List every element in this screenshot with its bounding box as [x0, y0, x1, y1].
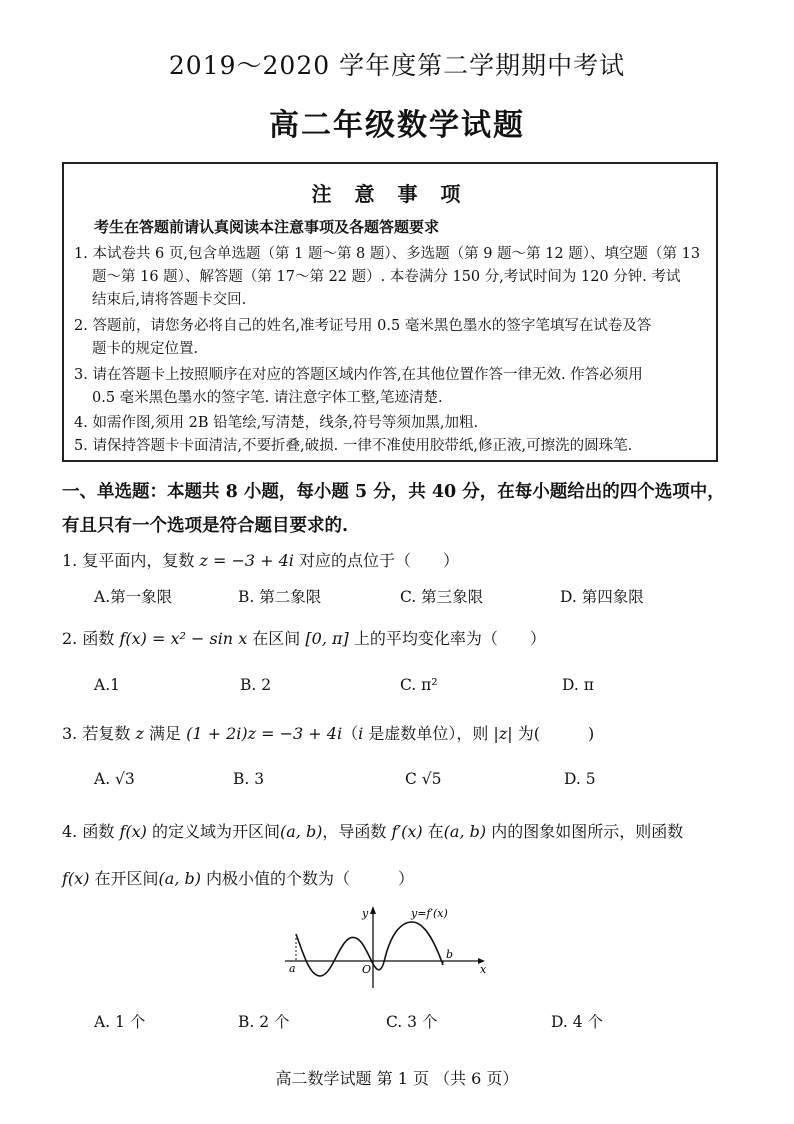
- notice-subtitle: 考生在答题前请认真阅读本注意事项及各题答题要求: [94, 218, 440, 236]
- math-expression: z: [135, 724, 144, 743]
- page-footer: 高二数学试题 第 1 页 （共 6 页）: [275, 1069, 519, 1088]
- notice-line: 题～第 16 题）、解答题（第 17～第 22 题）. 本卷满分 150 分,考试时间为 120 分钟. 考试: [92, 269, 681, 285]
- stem-text: 在开区间: [89, 869, 159, 888]
- math-expression: (a, b): [443, 822, 487, 841]
- option-d: D. 5: [564, 770, 596, 788]
- question-4-stem-line2: [62, 866, 414, 889]
- math-expression: f(x): [119, 822, 147, 841]
- stem-text: 内极小值的个数为（ ）: [200, 869, 415, 888]
- notice-box: [62, 162, 718, 462]
- a-label: a: [289, 962, 296, 975]
- b-label: b: [446, 948, 454, 961]
- math-expression: |z|: [493, 724, 513, 743]
- notice-title: 注 意 事 项: [311, 182, 469, 206]
- notice-line: 1. 本试卷共 6 页,包含单选题（第 1 题～第 8 题）、多选题（第 9 题～第 12 题）、填空题（第 13: [74, 246, 701, 262]
- math-expression: f′(x): [391, 822, 423, 841]
- y-axis-arrow: [370, 906, 376, 914]
- stem-text: 2. 函数: [62, 629, 120, 648]
- paper-title: 高二年级数学试题: [269, 108, 525, 143]
- option-a: A. √3: [94, 770, 135, 788]
- notice-line: 2. 答题前，请您务必将自己的姓名,准考证号用 0.5 毫米黑色墨水的签字笔填写在试卷及答: [74, 318, 652, 334]
- stem-text: 在: [422, 822, 444, 841]
- y-label: y: [362, 907, 369, 920]
- stem-text: 1. 复平面内，复数: [62, 551, 200, 570]
- option-b: B. 第二象限: [238, 588, 322, 606]
- stem-text: 是虚数单位），则: [363, 724, 494, 743]
- option-d: D. 第四象限: [560, 588, 644, 606]
- stem-text: 4. 函数: [62, 822, 120, 841]
- section-heading: 一、单选题：本题共 8 小题，每小题 5 分，共 40 分，在每小题给出的四个选项中，: [62, 482, 725, 502]
- option-c: C. 第三象限: [400, 588, 484, 606]
- question-4-stem: [62, 819, 683, 842]
- question-3-stem: [62, 721, 594, 744]
- stem-text: 的定义域为开区间: [146, 822, 280, 841]
- option-b: B. 3: [233, 770, 265, 788]
- notice-line: 4. 如需作图,须用 2B 铅笔绘,写清楚，线条,符号等须加黑,加粗.: [74, 415, 479, 431]
- derivative-graph: [280, 900, 490, 990]
- stem-text: 满足: [143, 724, 187, 743]
- option-c: C. 3 个: [386, 1013, 438, 1031]
- stem-text: 上的平均变化率为（ ）: [348, 629, 546, 648]
- stem-text: 对应的点位于（ ）: [293, 551, 460, 570]
- option-c: C √5: [405, 770, 442, 788]
- math-expression: [0, π]: [305, 629, 349, 648]
- origin-label: O: [362, 963, 372, 976]
- stem-text: ，导函数: [322, 822, 392, 841]
- math-expression: (a, b): [158, 869, 201, 888]
- option-d: D. 4 个: [551, 1013, 604, 1031]
- stem-text: 3. 若复数: [62, 724, 136, 743]
- math-expression: i: [358, 724, 364, 743]
- notice-line: 5. 请保持答题卡卡面清洁,不要折叠,破损. 一律不准使用胶带纸,修正液,可擦洗的圆珠笔.: [74, 438, 633, 454]
- stem-text: 内的图象如图所示，则函数: [486, 822, 684, 841]
- math-expression: (1 + 2i)z = −3 + 4i: [186, 724, 343, 743]
- math-expression: (a, b): [279, 822, 323, 841]
- section-heading: 有且只有一个选项是符合题目要求的.: [62, 516, 349, 536]
- question-2-stem: [62, 626, 546, 649]
- notice-line: 0.5 毫米黑色墨水的签字笔. 请注意字体工整,笔迹清楚.: [92, 390, 443, 406]
- question-1-stem: [62, 548, 459, 571]
- option-c: C. π²: [400, 676, 438, 694]
- math-expression: f(x): [62, 869, 90, 888]
- notice-line: 结束后,请将答题卡交回.: [92, 292, 247, 308]
- option-a: A.1: [94, 676, 120, 694]
- notice-line: 3. 请在答题卡上按照顺序在对应的答题区域内作答,在其他位置作答一律无效. 作答必须用: [74, 367, 643, 383]
- x-label: x: [480, 963, 487, 976]
- notice-line: 题卡的规定位置.: [92, 341, 199, 357]
- math-expression: z = −3 + 4i: [199, 551, 294, 570]
- exam-title: 2019～2020 学年度第二学期期中考试: [168, 51, 626, 80]
- stem-text: （: [342, 724, 359, 743]
- stem-text: 为( ): [512, 724, 595, 743]
- option-a: A.第一象限: [94, 588, 173, 606]
- option-b: B. 2 个: [238, 1013, 290, 1031]
- math-expression: f(x) = x² − sin x: [119, 629, 248, 648]
- option-d: D. π: [562, 676, 594, 694]
- stem-text: 在区间: [247, 629, 306, 648]
- curve-label: y=f′(x): [411, 907, 448, 920]
- option-b: B. 2: [240, 676, 272, 694]
- option-a: A. 1 个: [94, 1013, 146, 1031]
